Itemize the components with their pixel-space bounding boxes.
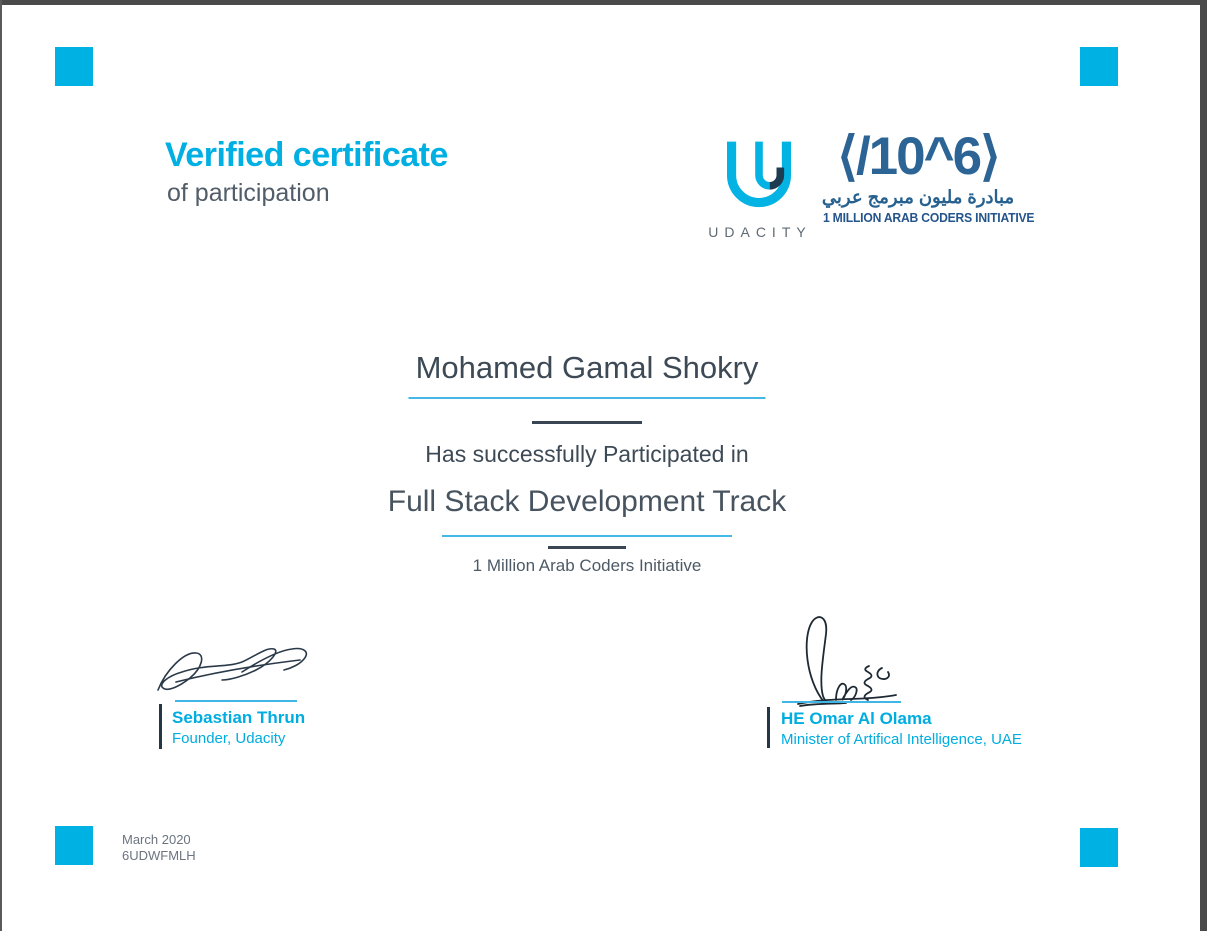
udacity-wordmark: UDACITY [708,224,812,240]
issue-info [122,832,196,865]
signatory-name: Sebastian Thrun [172,708,306,727]
initiative-english-text: 1 MILLION ARAB CODERS INITIATIVE [822,210,1035,225]
frame-right-edge [1200,0,1207,931]
recipient-name: Mohamed Gamal Shokry [415,350,759,385]
signatory-name: HE Omar Al Olama [781,709,932,728]
certificate-subtitle: of participation [167,179,330,207]
participation-statement: Has successfully Participated in [425,441,749,467]
corner-square-icon [1080,828,1118,867]
initiative-arabic-text: مبادرة مليون مبرمج عربي [821,187,1015,208]
signature-line [175,700,297,702]
certificate-id: 6UDWFMLH [122,848,196,864]
frame-top-edge [0,0,1207,5]
program-name: 1 Million Arab Coders Initiative [472,556,702,575]
frame-left-edge [0,0,2,931]
signatory-title: Founder, Udacity [172,730,286,747]
track-underline [442,535,732,537]
name-underline [409,397,766,399]
corner-square-icon [55,826,93,865]
omar-al-olama-signature [790,610,910,710]
certificate-title: Verified certificate [165,136,448,174]
signatory-title: Minister of Artifical Intelligence, UAE [781,731,1022,748]
corner-square-icon [1080,47,1118,86]
ten-power-six-logo: ⟨/10^6⟩ [837,127,999,186]
initiative-logo-block [820,127,1035,225]
signature-bar [159,704,162,749]
corner-square-icon [55,47,93,86]
track-title: Full Stack Development Track [387,485,787,518]
issue-date: March 2020 [122,832,191,847]
signature-line [782,701,901,703]
divider [532,421,642,424]
udacity-logo-icon [720,137,798,217]
signature-bar [767,707,770,748]
sebastian-thrun-signature [150,638,320,704]
divider [548,546,626,549]
